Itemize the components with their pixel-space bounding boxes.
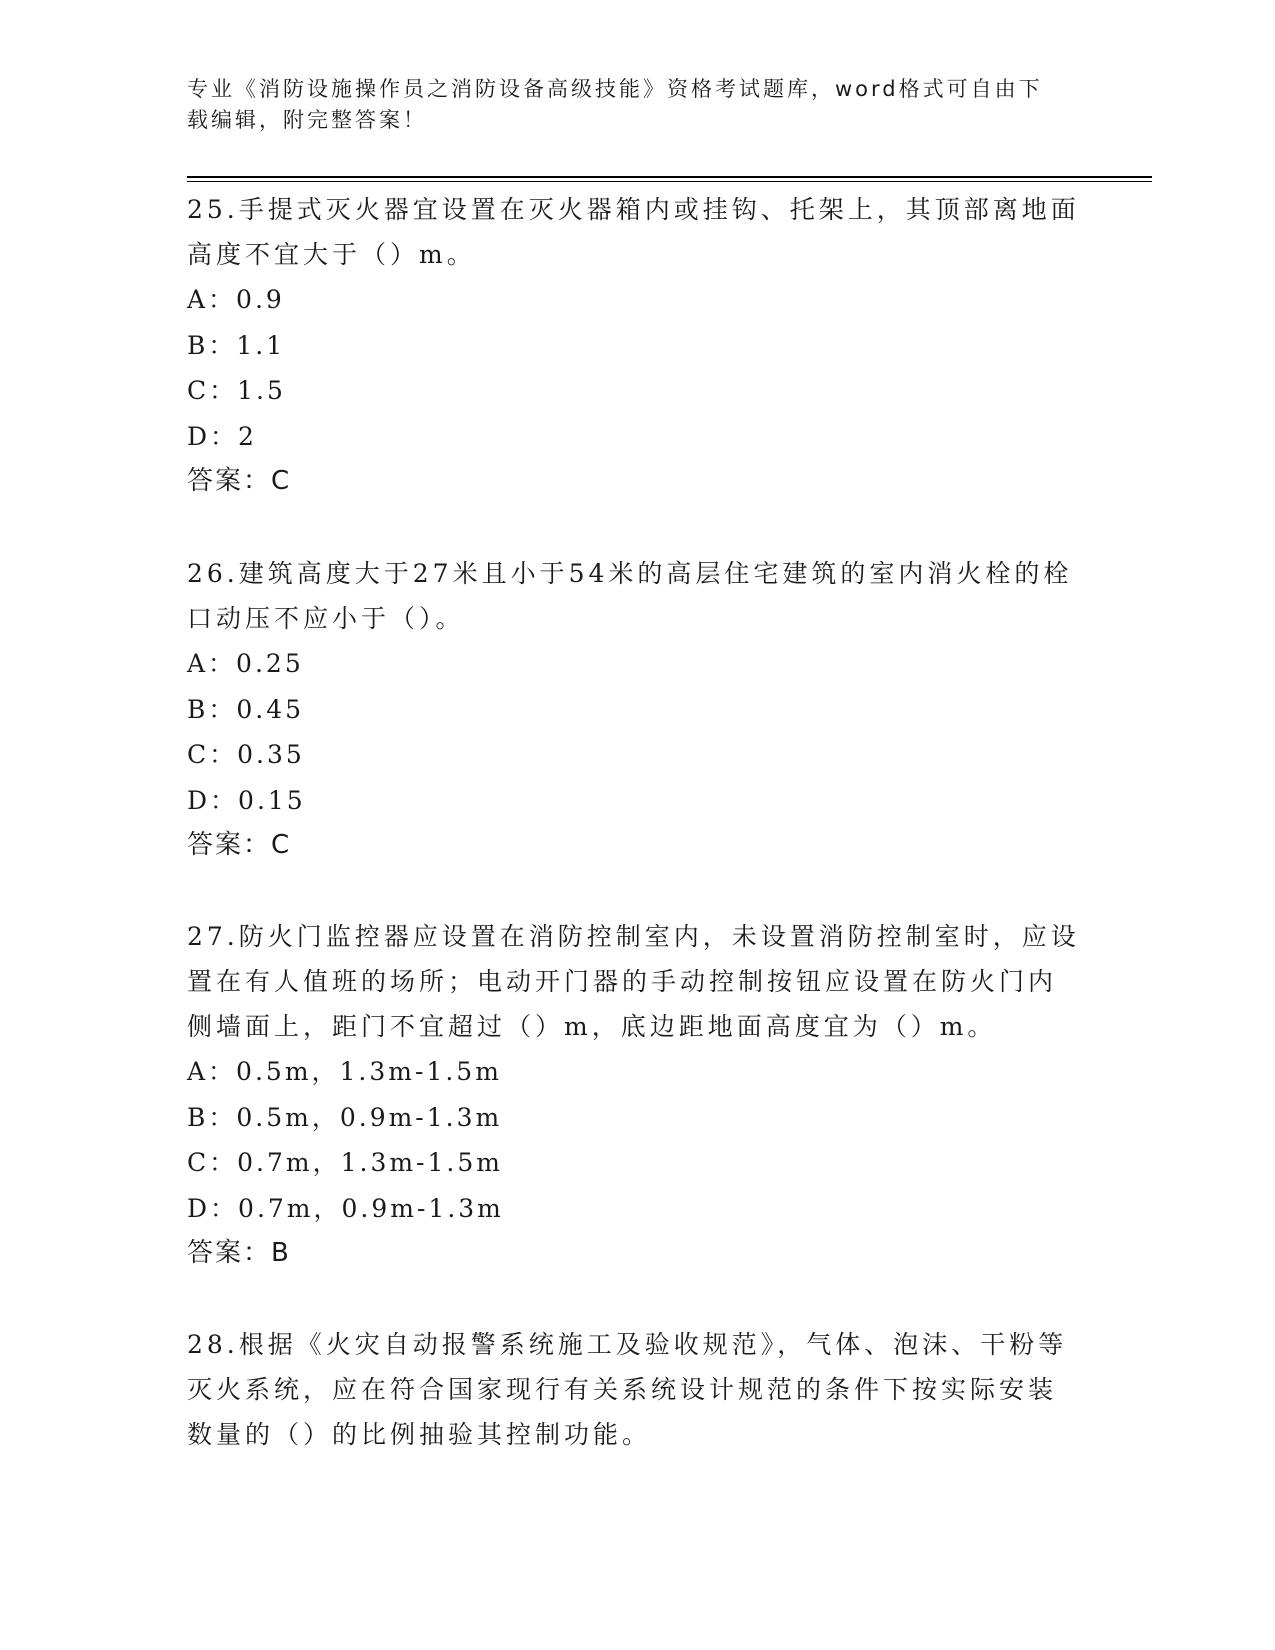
- question-stem-line: 高度不宜大于（）m。: [187, 240, 476, 269]
- option-a: A：0.9: [187, 285, 285, 314]
- question-stem-line: 25.手提式灭火器宜设置在灭火器箱内或挂钩、托架上，其顶部离地面: [187, 195, 1080, 224]
- question-stem-line: 26.建筑高度大于27米且小于54米的高层住宅建筑的室内消火栓的栓: [187, 559, 1073, 588]
- header-rule-thin: [187, 181, 1152, 182]
- option-d: D：0.15: [187, 785, 306, 815]
- question-stem-line: 27.防火门监控器应设置在消防控制室内，未设置消防控制室时，应设: [187, 922, 1080, 951]
- option-b: B：0.45: [187, 694, 305, 724]
- question-stem-line: 灭火系统，应在符合国家现行有关系统设计规范的条件下按实际安装: [187, 1375, 1058, 1404]
- header-rule-thick: [187, 176, 1152, 178]
- header-line-1: 专业《消防设施操作员之消防设备高级技能》资格考试题库，word格式可自由下: [187, 77, 1043, 101]
- answer-line: 答案：B: [187, 1238, 291, 1268]
- question-stem-line: 口动压不应小于（）。: [187, 604, 465, 633]
- question-stem-line: 侧墙面上，距门不宜超过（）m，底边距地面高度宜为（）m。: [187, 1012, 997, 1041]
- question-27: [187, 914, 1087, 1276]
- question-26: [187, 551, 1087, 868]
- header-line-2: 载编辑，附完整答案！: [187, 108, 427, 132]
- document-header: [187, 74, 1067, 136]
- option-c: C：0.7m，1.3m-1.5m: [187, 1148, 503, 1177]
- option-c: C：1.5: [187, 376, 286, 405]
- option-d: D：0.7m，0.9m-1.3m: [187, 1193, 504, 1223]
- option-d: D：2: [187, 421, 257, 451]
- option-b: B：1.1: [187, 330, 286, 360]
- answer-line: 答案：C: [187, 830, 292, 860]
- question-28: [187, 1322, 1087, 1457]
- option-b: B：0.5m，0.9m-1.3m: [187, 1102, 503, 1132]
- option-a: A：0.5m，1.3m-1.5m: [187, 1057, 502, 1086]
- question-stem-line: 28.根据《火灾自动报警系统施工及验收规范》，气体、泡沫、干粉等: [187, 1330, 1068, 1359]
- question-stem-line: 置在有人值班的场所；电动开门器的手动控制按钮应设置在防火门内: [187, 967, 1058, 996]
- question-25: [187, 187, 1087, 504]
- question-stem-line: 数量的（）的比例抽验其控制功能。: [187, 1420, 652, 1449]
- answer-line: 答案：C: [187, 466, 292, 496]
- option-a: A：0.25: [187, 649, 304, 678]
- option-c: C：0.35: [187, 740, 305, 769]
